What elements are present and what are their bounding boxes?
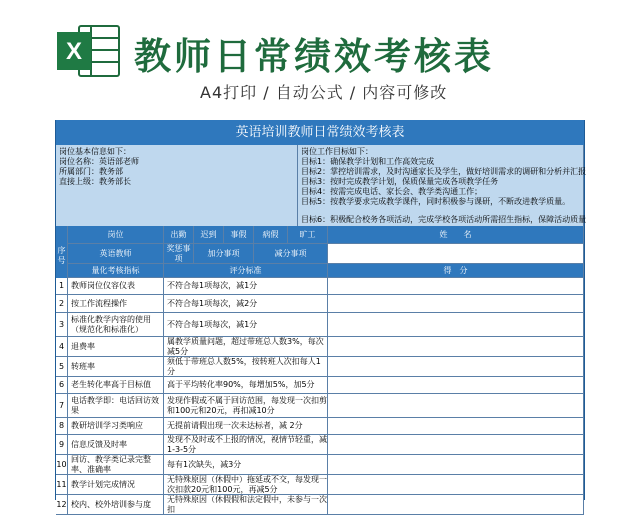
basic-info-line: 岗位名称：英语部老师 bbox=[59, 157, 139, 166]
plus-header: 加分事项 bbox=[194, 244, 254, 264]
standard-cell: 无特殊原因（休假中）拖延或不交，每发现一次扣款20元和100元，再减5分 bbox=[164, 475, 328, 495]
standard-cell: 须低于带班总人数5%，按转班人次扣每人1分 bbox=[164, 357, 328, 377]
score-cell[interactable] bbox=[328, 394, 584, 418]
goal-line: 目标6：积极配合校务各项活动，完成学校各项活动所需招生指标，保障活动质量 bbox=[301, 215, 587, 224]
position-value: 英语教师 bbox=[68, 244, 164, 264]
goal-line: 目标2：掌控培训需求，及时沟通家长及学生，做好培训需求的调研和分析并汇报 bbox=[301, 167, 587, 176]
score-cell[interactable] bbox=[328, 475, 584, 495]
goals-heading: 岗位工作目标如下： bbox=[301, 147, 373, 156]
standard-cell: 无提前请假出现一次未达标者，减 2分 bbox=[164, 418, 328, 435]
score-cell[interactable] bbox=[328, 313, 584, 337]
standard-cell: 高于平均转化率90%，每增加5%，加5分 bbox=[164, 377, 328, 394]
score-cell[interactable] bbox=[328, 418, 584, 435]
basic-info-heading: 岗位基本信息如下： bbox=[59, 147, 131, 156]
row-number: 9 bbox=[56, 435, 68, 455]
score-cell[interactable] bbox=[328, 435, 584, 455]
bonus-header: 奖惩事项 bbox=[164, 244, 194, 264]
indicator-cell: 教研培训学习类响应 bbox=[68, 418, 164, 435]
score-cell[interactable] bbox=[328, 357, 584, 377]
attendance-header: 出勤 bbox=[164, 226, 194, 244]
score-cell[interactable] bbox=[328, 455, 584, 475]
score-cell[interactable] bbox=[328, 278, 584, 295]
standard-cell: 属教学质量问题，超过带班总人数3%，每次减5分 bbox=[164, 337, 328, 357]
row-number: 6 bbox=[56, 377, 68, 394]
name-header: 姓 名 bbox=[328, 226, 584, 244]
standard-cell: 发现不及时或不上报的情况，视情节轻重，减1-3-5分 bbox=[164, 435, 328, 455]
standard-cell: 不符合每1项每次，减1分 bbox=[164, 313, 328, 337]
standard-cell: 发现作假或不属于回访范围，每发现一次扣剪和100元和20元，再扣减10分 bbox=[164, 394, 328, 418]
indicator-cell: 按工作流程操作 bbox=[68, 295, 164, 313]
goal-line: 目标1：确保教学计划和工作高效完成 bbox=[301, 157, 435, 166]
indicator-cell: 标准化教学内容的使用（规范化和标准化） bbox=[68, 313, 164, 337]
score-cell[interactable] bbox=[328, 495, 584, 515]
row-number: 12 bbox=[56, 495, 68, 515]
score-cell[interactable] bbox=[328, 337, 584, 357]
table-title: 英语培训教师日常绩效考核表 bbox=[56, 120, 584, 145]
indicator-cell: 回访、教学类记录完整率、准确率 bbox=[68, 455, 164, 475]
indicator-cell: 电话教学即：电话回访效果 bbox=[68, 394, 164, 418]
name-value-cell[interactable] bbox=[328, 244, 584, 264]
svg-text:X: X bbox=[65, 38, 83, 65]
spreadsheet-table bbox=[55, 120, 587, 514]
indicator-cell: 退费率 bbox=[68, 337, 164, 357]
position-header: 岗位 bbox=[68, 226, 164, 244]
indicator-cell: 老生转化率高于目标值 bbox=[68, 377, 164, 394]
score-cell[interactable] bbox=[328, 377, 584, 394]
basic-info-line: 所属部门：教务部 bbox=[59, 167, 123, 176]
row-number: 8 bbox=[56, 418, 68, 435]
indicator-cell: 信息反馈及时率 bbox=[68, 435, 164, 455]
basic-info-line: 直接上级：教务部长 bbox=[59, 177, 131, 186]
page-subtitle: A4打印 / 自动公式 / 内容可修改 bbox=[200, 83, 448, 102]
row-number: 3 bbox=[56, 313, 68, 337]
late-header: 迟到 bbox=[194, 226, 224, 244]
standard-cell: 不符合每1项每次，减1分 bbox=[164, 278, 328, 295]
score-cell[interactable] bbox=[328, 295, 584, 313]
standard-header: 评分标准 bbox=[164, 264, 328, 278]
row-number: 11 bbox=[56, 475, 68, 495]
minus-header: 减分事项 bbox=[254, 244, 328, 264]
goal-line: 目标3：按时完成教学计划，保质保量完成各项教学任务 bbox=[301, 177, 499, 186]
indicator-cell: 教师岗位仪容仪表 bbox=[68, 278, 164, 295]
indicator-cell: 校内、校外培训参与度 bbox=[68, 495, 164, 515]
indicator-cell: 教学计划完成情况 bbox=[68, 475, 164, 495]
standard-cell: 每有1次缺失，减3分 bbox=[164, 455, 328, 475]
goal-line: 目标5：按教学要求完成教学课件，同时积极参与课研，不断改进教学质量。 bbox=[301, 197, 571, 206]
page-header bbox=[0, 0, 640, 118]
row-number: 1 bbox=[56, 278, 68, 295]
goal-line: 目标4：按需完成电话、家长会、教学类沟通工作； bbox=[301, 187, 483, 196]
personal-leave-header: 事假 bbox=[224, 226, 254, 244]
standard-cell: 不符合每1项每次，减2分 bbox=[164, 295, 328, 313]
sick-leave-header: 病假 bbox=[254, 226, 288, 244]
indicator-cell: 转班率 bbox=[68, 357, 164, 377]
absent-header: 旷工 bbox=[288, 226, 328, 244]
excel-logo-icon bbox=[55, 20, 121, 82]
row-number: 5 bbox=[56, 357, 68, 377]
indicator-header: 量化考核指标 bbox=[68, 264, 164, 278]
score-header: 得 分 bbox=[328, 264, 584, 278]
row-number: 2 bbox=[56, 295, 68, 313]
standard-cell: 无特殊原因（休假假和法定假中，未参与一次扣 bbox=[164, 495, 328, 515]
row-number: 10 bbox=[56, 455, 68, 475]
seq-header: 序号 bbox=[56, 226, 68, 286]
page-title: 教师日常绩效考核表 bbox=[134, 35, 494, 78]
row-number: 7 bbox=[56, 394, 68, 418]
row-number: 4 bbox=[56, 337, 68, 357]
